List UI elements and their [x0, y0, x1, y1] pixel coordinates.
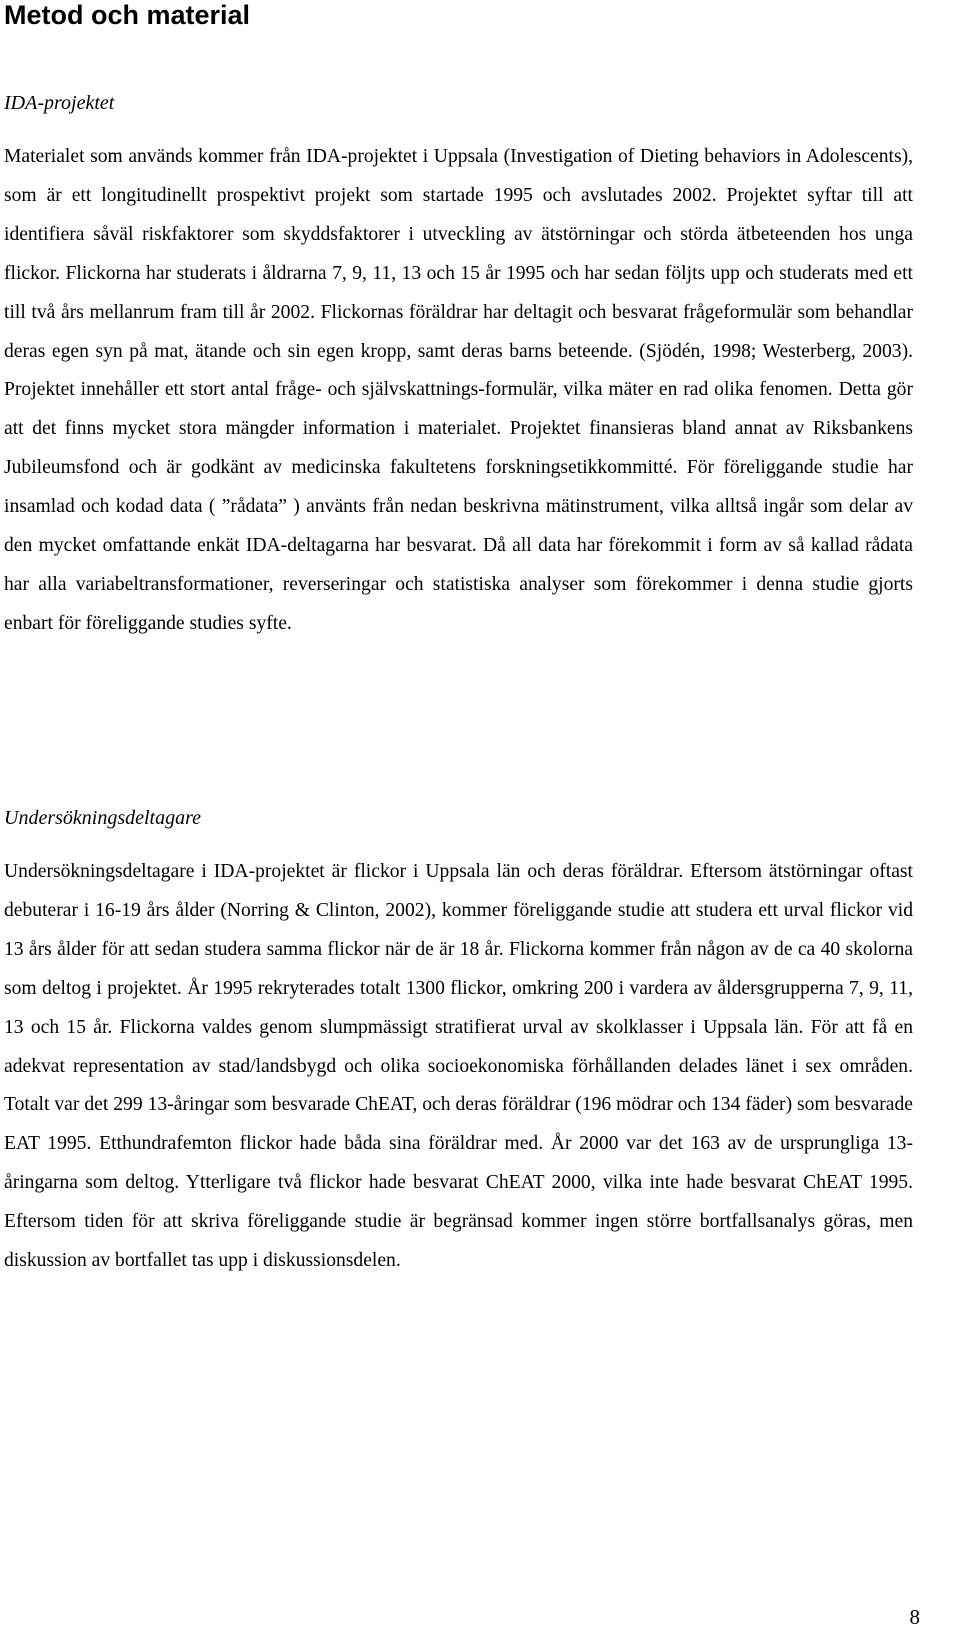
section-heading-ida-projektet: IDA-projektet — [4, 92, 115, 114]
page-title: Metod och material — [4, 0, 251, 30]
section-heading-undersokningsdeltagare: Undersökningsdeltagare — [4, 807, 202, 829]
section-paragraph-ida-projektet: Materialet som används kommer från IDA-projektet i Uppsala (Investigation of Dieting behaviors in Adolescents), som är ett longitudinellt prospektivt projekt som startade 1995 och avslutades 2002. Projektet syftar till att identifiera såväl riskfaktorer som skyddsfaktorer i utveckling av ätstörningar och störda ätbeteenden hos unga flickor. Flickorna har studerats i åldrarna 7, 9, 11, 13 och 15 år 1995 och har sedan följts upp och studerats med ett till två års mellanrum fram till år 2002. Flickornas föräldrar har deltagit och besvarat frågeformulär som behandlar deras egen syn på mat, ätande och sin egen kropp, samt deras barns beteende. (Sjödén, 1998; Westerberg, 2003). Projektet innehåller ett stort antal fråge- och självskattnings-formulär, vilka mäter en rad olika fenomen. Detta gör att det finns mycket stora mängder information i materialet. Projektet finansieras bland annat av Riksbankens Jubileumsfond och är godkänt av medicinska fakultetens forskningsetikkommitté. För föreliggande studie har insamlad och kodad data ( ”rådata” ) använts från nedan beskrivna mätinstrument, vilka alltså ingår som delar av den mycket omfattande enkät IDA-deltagarna har besvarat. Då all data har förekommit i form av så kallad rådata har alla variabeltransformationer, reverseringar och statistiska analyser som förekommer i denna studie gjorts enbart för föreliggande studies syfte. — [4, 146, 913, 634]
page-number: 8 — [909, 1605, 920, 1629]
section-paragraph-undersokningsdeltagare: Undersökningsdeltagare i IDA-projektet är flickor i Uppsala län och deras föräldrar. Eftersom ätstörningar oftast debuterar i 16-19 års ålder (Norring & Clinton, 2002), kommer föreliggande studie att studera ett urval flickor vid 13 års ålder för att sedan studera samma flickor när de är 18 år. Flickorna kommer från någon av de ca 40 skolorna som deltog i projektet. År 1995 rekryterades totalt 1300 flickor, omkring 200 i vardera av åldersgrupperna 7, 9, 11, 13 och 15 år. Flickorna valdes genom slumpmässigt stratifierat urval av skolklasser i Uppsala län. För att få en adekvat representation av stad/landsbygd och olika socioekonomiska förhållanden delades länet i sex områden. Totalt var det 299 13-åringar som besvarade ChEAT, och deras föräldrar (196 mödrar och 134 fäder) som besvarade EAT 1995. Etthundrafemton flickor hade båda sina föräldrar med. År 2000 var det 163 av de ursprungliga 13-åringarna som deltog. Ytterligare två flickor hade besvarat ChEAT 2000, vilka inte hade besvarat ChEAT 1995. Eftersom tiden för att skriva föreliggande studie är begränsad kommer ingen större bortfallsanalys göras, men diskussion av bortfallet tas upp i diskussionsdelen. — [4, 861, 913, 1272]
